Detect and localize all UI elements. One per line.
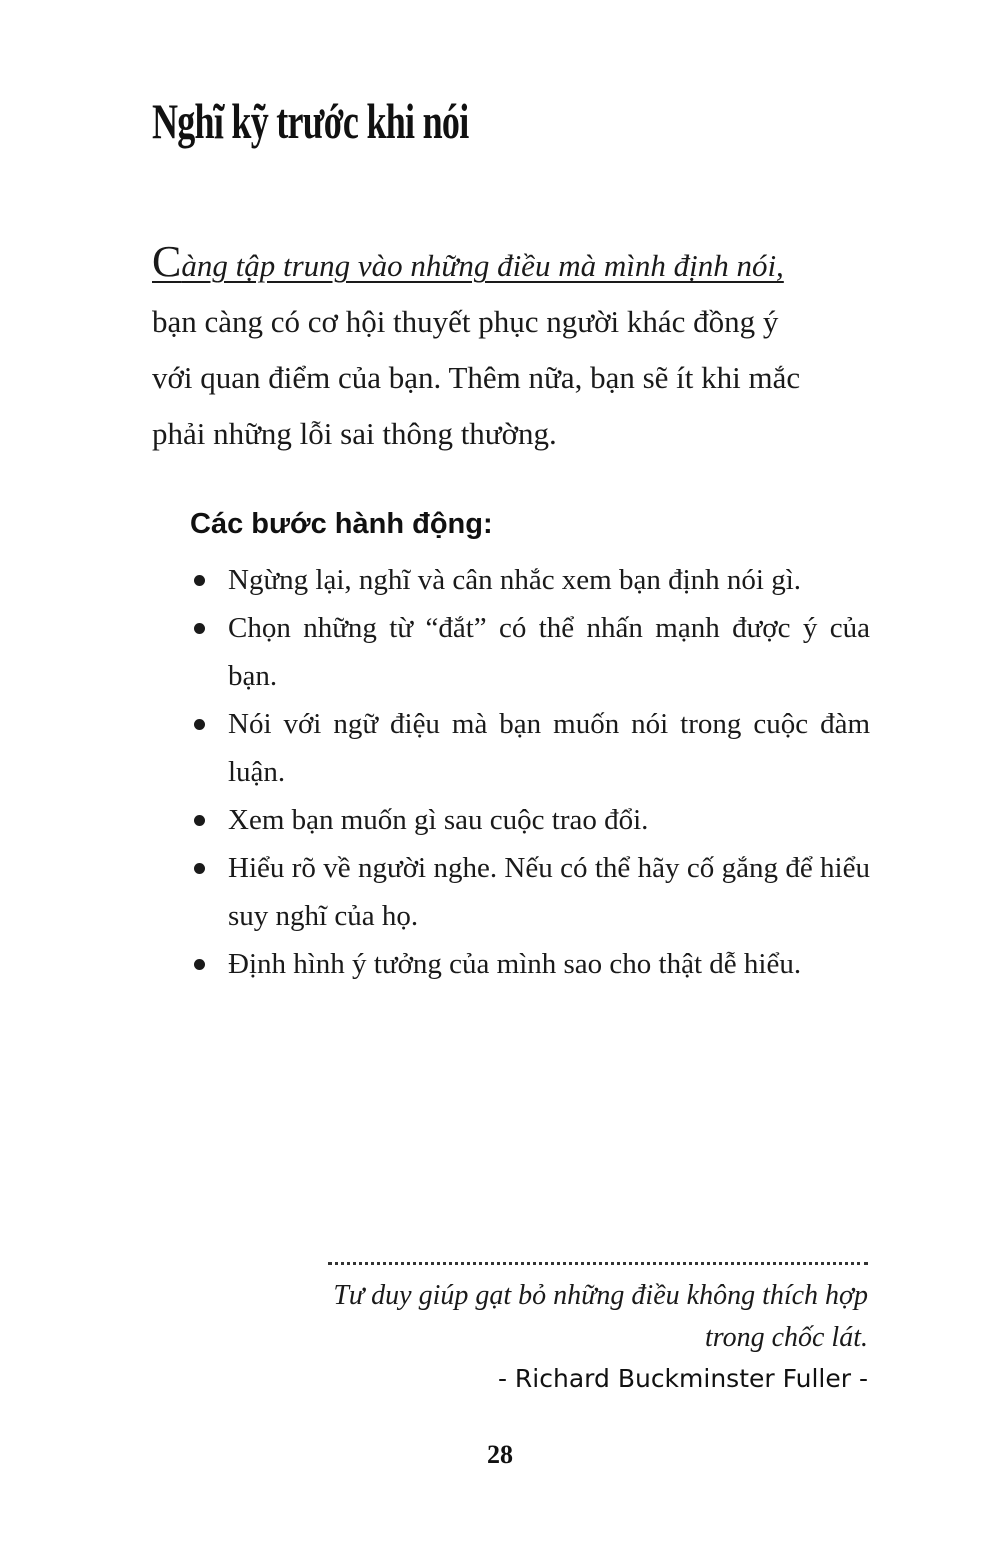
- list-item: [190, 604, 870, 700]
- quote-author: - Richard Buckminster Fuller -: [497, 1364, 868, 1393]
- quote-block: [308, 1275, 868, 1359]
- bullet-icon: [194, 959, 205, 970]
- drop-cap: C: [152, 237, 182, 286]
- intro-line: với quan điểm của bạn. Thêm nữa, bạn sẽ ít khi mắc: [152, 360, 801, 395]
- list-item: [190, 796, 870, 844]
- quote-line: trong chốc lát.: [704, 1322, 868, 1353]
- list-item: [190, 556, 870, 604]
- list-item: [190, 940, 870, 988]
- bullet-icon: [194, 815, 205, 826]
- bullet-icon: [194, 575, 205, 586]
- quote-line: Tư duy giúp gạt bỏ những điều không thích hợp: [333, 1280, 868, 1311]
- list-item-text: Chọn những từ “đắt” có thể nhấn mạnh được ý của bạn.: [228, 612, 870, 692]
- list-item-text: Hiểu rõ về người nghe. Nếu có thể hãy cố gắng để hiểu suy nghĩ của họ.: [228, 852, 870, 932]
- list-item-text: Xem bạn muốn gì sau cuộc trao đổi.: [228, 804, 649, 836]
- steps-list: [190, 556, 870, 988]
- intro-line: phải những lỗi sai thông thường.: [152, 416, 557, 451]
- bullet-icon: [194, 719, 205, 730]
- page-number: 28: [487, 1440, 513, 1469]
- bullet-icon: [194, 623, 205, 634]
- list-item: [190, 844, 870, 940]
- intro-lead-line: [152, 238, 868, 294]
- list-item-text: Định hình ý tưởng của mình sao cho thật dễ hiểu.: [228, 948, 802, 980]
- list-item-text: Nói với ngữ điệu mà bạn muốn nói trong cuộc đàm luận.: [228, 708, 870, 788]
- list-item-text: Ngừng lại, nghĩ và cân nhắc xem bạn định nói gì.: [228, 564, 802, 596]
- intro-line: bạn càng có cơ hội thuyết phục người khác đồng ý: [152, 304, 779, 339]
- quote-divider: [328, 1262, 868, 1265]
- intro-lead-text: àng tập trung vào những điều mà mình định nói,: [181, 248, 784, 283]
- page-title: Nghĩ kỹ trước khi nói: [152, 93, 469, 149]
- steps-heading: Các bước hành động:: [190, 508, 493, 540]
- list-item: [190, 700, 870, 796]
- intro-paragraph: [152, 238, 868, 462]
- bullet-icon: [194, 863, 205, 874]
